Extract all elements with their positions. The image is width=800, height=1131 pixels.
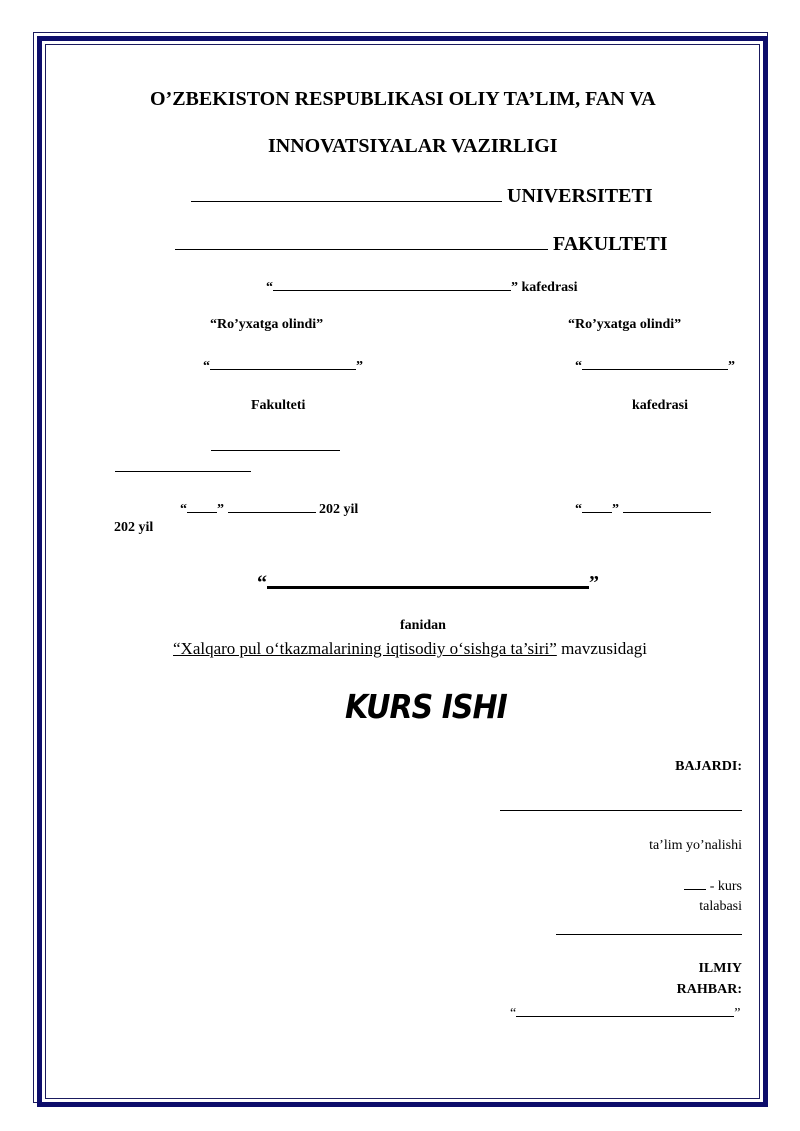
university-label: UNIVERSITETI (507, 185, 653, 207)
approval-left-title: “Ro’yxatga olindi” (210, 317, 324, 332)
ministry-line-2: INNOVATSIYALAR VAZIRLIGI (268, 135, 558, 157)
blank-field (684, 877, 706, 890)
approval-right-title: “Ro’yxatga olindi” (568, 317, 682, 332)
approval-left-name: “ ” (203, 355, 363, 375)
blank-field (175, 229, 548, 250)
blank-field (516, 1004, 734, 1017)
approval-left-date: “ ” 202 yil (180, 498, 358, 518)
subject-line: “ ” (257, 568, 599, 595)
performer-label: BAJARDI: (675, 759, 742, 774)
supervisor-name-line: “ ” (510, 1006, 741, 1021)
blank-field (210, 355, 356, 370)
ministry-line-1: O’ZBEKISTON RESPUBLIKASI OLIY TA’LIM, FAN VA (150, 88, 656, 110)
signature-line-left (211, 450, 340, 451)
faculty-line (175, 229, 667, 256)
topic-line (173, 639, 647, 659)
year-label: 202 yil (319, 502, 359, 517)
direction-label: ta’lim yo’nalishi (649, 838, 742, 853)
supervisor-label-2: RAHBAR: (676, 982, 742, 997)
performer-name-line (500, 810, 742, 811)
fanidan-label: fanidan (400, 618, 446, 633)
blank-field (623, 498, 711, 513)
student-name-line (556, 934, 742, 935)
blank-field (228, 498, 316, 513)
blank-field (273, 276, 511, 291)
approval-right-unit: kafedrasi (632, 398, 688, 413)
approval-left-unit: Fakulteti (251, 398, 306, 413)
course-line (684, 877, 742, 895)
department-label: kafedrasi (521, 280, 578, 295)
student-label: talabasi (699, 899, 742, 914)
document-title: KURS ISHI (345, 688, 507, 727)
department-line: “ ” kafedrasi (266, 276, 578, 296)
approval-right-date: “ ” (575, 498, 711, 518)
blank-field (191, 181, 502, 202)
university-line (191, 181, 653, 208)
supervisor-label-1: ILMIY (698, 961, 742, 976)
blank-field (582, 498, 612, 513)
course-label: - kurs (709, 879, 742, 894)
approval-right-year: 202 yil (114, 520, 154, 535)
blank-field (187, 498, 217, 513)
topic-suffix: mavzusidagi (561, 639, 647, 658)
topic-title: “Xalqaro pul o‘tkazmalarining iqtisodiy o‘sishga ta’siri” (173, 639, 557, 658)
blank-field (267, 568, 589, 589)
signature-line-right (115, 471, 251, 472)
approval-right-name: “ ” (575, 355, 735, 375)
faculty-label: FAKULTETI (553, 233, 668, 255)
blank-field (582, 355, 728, 370)
